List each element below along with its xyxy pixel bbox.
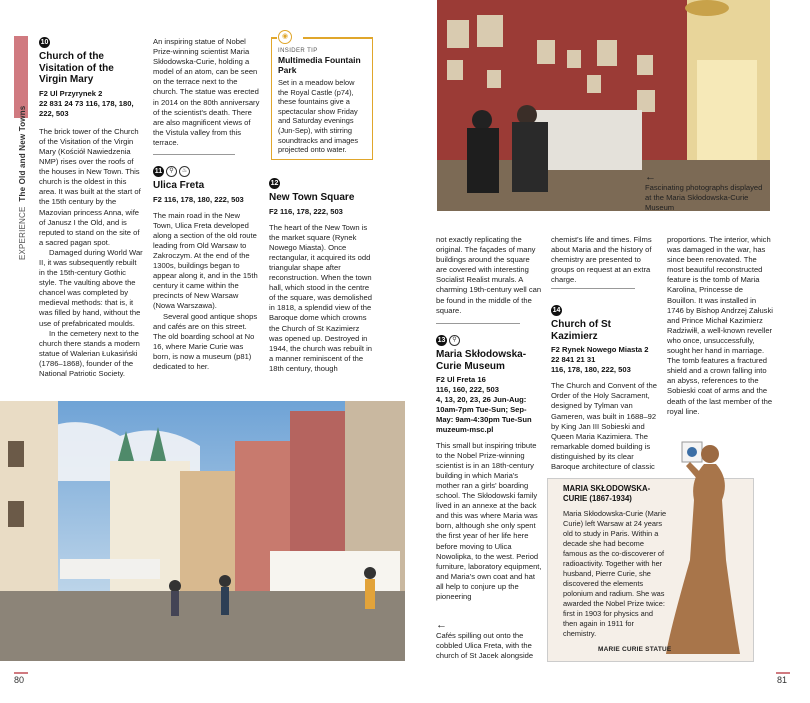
entry-info: F2 Ul Przyrynek 2 <box>39 88 103 98</box>
paragraph: proportions. The interior, which was damaged in the war, has since been renovated. The most beautiful reconstructed feature is the tomb of Maria Karolina, Princesse de Bouillon. It was installed in 1746 by Bishop Andrzej Załuski and Prince Michał Kazimierz Radziwiłł, a well-known reveller who once, unsuccessfully, sought her hand in marriage. The tomb features a fractured shield and a crown falling into an abyss, references to the Sobieski coat of arms and the death of the last member of the royal line. <box>667 235 773 416</box>
entry-number-badge: 14 <box>552 307 561 314</box>
entry-14 <box>551 305 657 472</box>
entry-number-badge: 12 <box>270 180 279 187</box>
paragraph: Damaged during World War II, it was subsequently rebuilt in the 15th-century Gothic style. The vaulting above the chancel was completed by medieval methods: that is, it was filled by hand, without the use of prefabricated moulds. <box>39 247 143 328</box>
paragraph: Several good antique shops and cafés are on this street. The old boarding school at No 16, where Marie Curie was born, is now a museum (p81) dedicated to her. <box>153 311 258 371</box>
arrow-left-icon: ← <box>645 171 656 183</box>
tip-label: INSIDER TIP <box>278 48 318 54</box>
box-title: MARIA SKŁODOWSKA-CURIE (1867-1934) <box>563 484 651 503</box>
entry-title: Church of St Kazimierz <box>551 319 611 342</box>
page-number-left: 80 <box>14 674 25 685</box>
paragraph: In the cemetery next to the church there stands a modern statue of Walerian Łukasiński (1786–1868), founder of the National Patriotic Society. <box>39 328 140 379</box>
entry-number-badge: 13 <box>437 337 446 344</box>
statue-illustration <box>660 440 755 658</box>
divider <box>436 323 520 324</box>
paragraph: An inspiring statue of Nobel Prize-winning scientist Maria Skłodowska-Curie, holding a model of an atom, can be seen on the terrace next to the church. The statue was erected in 2014 on the 80th anniversary of the scientist's death. There are also magnificent views of the Vistula valley from this terrace. <box>153 37 260 147</box>
page-number-right: 81 <box>777 674 788 685</box>
page-marker-right <box>776 672 790 674</box>
paragraph: The heart of the New Town is the market square (Rynek Nowego Miasta). Once rectangular, it acquired its odd triangular shape after reconstruction. When the town hall, which stood in the centre of the square, was demolished in 1818, a splendid view of the Baroque dome which crowns the Church of St Kazimierz was opened up. Destroyed in 1944, the church was rebuilt in a manner reminiscent of the 18th century, though <box>269 222 372 373</box>
entry-info: 116, 178, 180, 222, 503 <box>551 365 631 375</box>
entry-number-badge: 11 <box>154 168 163 175</box>
photo-caption: Fascinating photographs displayed at the Maria Skłodowska-Curie Museum <box>645 183 763 213</box>
entry-number-badge: 10 <box>40 39 49 46</box>
paragraph: The brick tower of the Church of the Visitation of the Virgin Mary (Kościół Nawiedzenia NMP) rises over the roofs of the houses in New Town. This church is the oldest in this area. It was built at the start of the 15th century by the Mazovian princess Anna, wife of Janusz I the Old, and is reputed to stand on the site of a sacred pagan spot. <box>39 126 141 247</box>
freta-caption-block <box>436 620 541 661</box>
entry-info: 116, 160, 222, 503 <box>436 385 499 395</box>
cafe-icon: ♨ <box>179 166 190 177</box>
divider <box>153 154 235 155</box>
section-sidebar <box>14 105 28 265</box>
column-2 <box>153 37 261 148</box>
biography-text <box>563 484 667 639</box>
shopping-icon: ⚲ <box>166 166 177 177</box>
paragraph: This small but inspiring tribute to the Nobel Prize-winning scientist is in an 18th-century building in which Maria's mother ran a girls' boarding school. The Skłodowski family lived in an annexe at the back and this was where Maria was born, although she only spent the first year of her life here before moving to Ulica Nowolipka, to the west. Period furniture, laboratory equipment, and Maria's own coat and hat all help to conjure up the pioneering <box>436 440 542 601</box>
entry-title: Church of the Visitation of the Virgin Mary <box>39 51 114 85</box>
sidebar-section: EXPERIENCE <box>17 206 27 261</box>
divider <box>551 288 635 289</box>
entry-info: F2 116, 178, 222, 503 <box>269 206 343 216</box>
paragraph: The Church and Convent of the Order of the Holy Sacrament, designed by Tylman van Gameren, was built in 1688–92 by King Jan III Sobieski and Queen Maria Kazimiera. The remarkable domed building is distinguished by its clear Baroque architecture of classic <box>551 381 657 472</box>
page-marker-left <box>14 672 28 674</box>
box-text: Maria Skłodowska-Curie (Marie Curie) left Warsaw at 24 years old to study in Paris. Within a decade she had become famous as the co-discoverer of radioactivity. Together with her husband, Pierre Curie, she discovered the elements polonium and radium. She was awarded the Nobel Prize twice: first in 1903 for physics and then again in 1911 for chemistry. <box>563 509 667 638</box>
insider-tip-icon: ◉ <box>278 30 292 44</box>
ulica-freta-photo <box>0 401 405 661</box>
entry-10 <box>39 37 143 379</box>
column-4 <box>436 235 542 316</box>
entry-title: New Town Square <box>269 192 355 203</box>
statue-figure <box>660 440 755 658</box>
entry-title: Ulica Freta <box>153 180 205 191</box>
insider-tip-box <box>271 37 373 160</box>
entry-info: 22 831 24 73 116, 178, 180, 222, 503 <box>39 98 134 118</box>
museum-icon: ⚲ <box>449 335 460 346</box>
entry-title: Maria Skłodowska-Curie Museum <box>436 349 527 372</box>
arrow-left-icon: ← <box>436 619 447 631</box>
paragraph: not exactly replicating the original. The façades of many buildings around the square are covered with interesting Socialist Realist murals. A charming 19th-century well can be found in the middle of the square. <box>436 235 542 315</box>
tip-title: Multimedia Fountain Park <box>278 55 361 75</box>
entry-info: F2 116, 178, 180, 222, 503 <box>153 194 244 204</box>
column-6 <box>667 235 773 417</box>
photo-caption: Cafés spilling out onto the cobbled Ulica Freta, with the church of St Jacek alongside <box>436 631 534 661</box>
museum-caption-block <box>645 172 765 213</box>
statue-label: MARIE CURIE STATUE <box>598 646 672 653</box>
paragraph: The main road in the New Town, Ulica Freta developed along a section of the old route leading from Old Warsaw to Zakroczym. At the end of the 1300s, buildings began to appear along it, and in the 15th century it came within the precincts of New Warsaw (Nowa Warszawa). <box>153 210 258 311</box>
entry-info: F2 Rynek Nowego Miasta 2 22 841 21 31 <box>551 345 649 365</box>
entry-13 <box>436 335 542 602</box>
entry-12 <box>269 178 373 374</box>
entry-11 <box>153 166 261 372</box>
entry-info: F2 Ul Freta 16 <box>436 375 486 384</box>
entry-info: 4, 13, 20, 23, 26 Jun-Aug: 10am-7pm Tue-Sun; Sep-May: 9am-4:30pm Tue-Sun muzeum-msc.pl <box>436 395 532 435</box>
street-illustration <box>0 401 405 661</box>
column-5 <box>551 235 657 285</box>
tip-text: Set in a meadow below the Royal Castle (p74), these fountains give a spectacular show Friday and Saturday evenings (Jun-Sep), with stirring soundtracks and images projected onto water. <box>278 78 359 155</box>
paragraph: chemist's life and times. Films about Maria and the history of chemistry are presented to groups on request at an extra charge. <box>551 235 652 285</box>
sidebar-area: The Old and New Towns <box>17 105 27 202</box>
